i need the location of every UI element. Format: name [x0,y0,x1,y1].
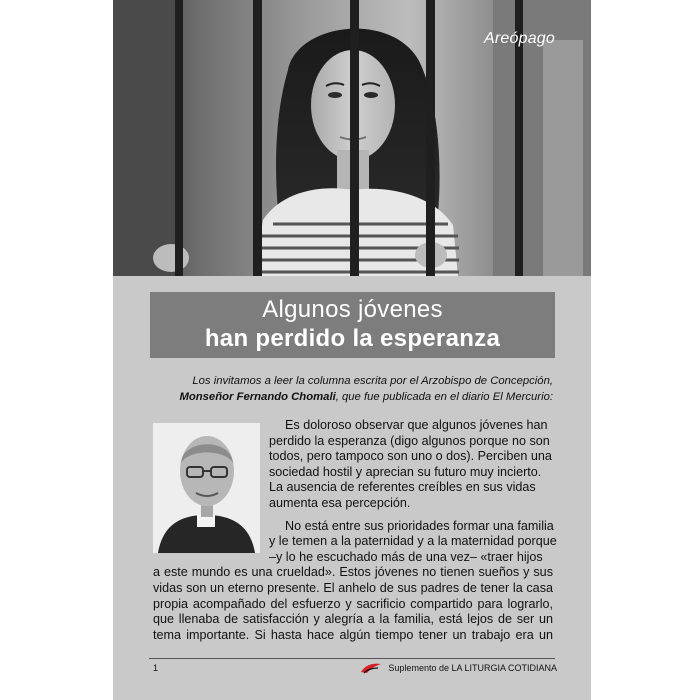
intro-line1: Los invitamos a leer la columna escrita por el Arzobispo de Concepción, [192,375,553,387]
body-line: Es doloroso observar que algunos jóvenes han [285,418,548,432]
body-line: propia acompañado del esfuerzo y sacrificio compartido para lograrlo, [153,596,553,611]
intro-author: Monseñor Fernando Chomali [179,391,336,403]
body-line: La ausencia de referentes creíbles en sus vidas [269,480,536,495]
paragraph-gap [153,512,553,519]
body-line: sociedad hostil y aprecian su futuro muy incierto. [269,464,542,479]
body-line: No está entre sus prioridades formar una familia [285,518,554,533]
footer-divider [149,658,555,659]
article-intro [153,373,553,405]
publication-name: Suplemento de LA LITURGIA COTIDIANA [388,663,557,673]
body-line: tema importante. Si hasta hace algún tiempo tener un trabajo era un [153,627,553,642]
page-number: 1 [153,663,159,673]
body-line: vidas son un eterno presente. El anhelo de sus padres de tener la casa [153,580,553,595]
body-line: aumenta esa percepción. [269,495,411,510]
body-line: todos, pero tampoco son uno o dos). Perciben una [269,449,552,464]
body-line: que llenaba de satisfacción y alegría a la familia, está lejos de ser un [153,612,553,627]
intro-line2 [153,389,553,405]
publisher-logo-icon [360,662,382,674]
magazine-page [113,0,591,700]
article-title-line1: Algunos jóvenes [262,296,443,323]
body-line: a este mundo es una crueldad». Estos jóvenes no tienen sueños y sus [153,565,553,580]
body-line: perdido la esperanza (digo algunos porque no son [269,433,550,448]
body-line: y le temen a la paternidad y a la maternidad porque [269,534,557,549]
hero-photo-young-woman-behind-bars [113,0,591,276]
article-title-box [150,292,555,358]
footer-publication [360,662,557,674]
body-line: –y lo he escuchado más de una vez– «traer hijos [269,549,543,564]
intro-line2-rest: , que fue publicada en el diario El Mercurio: [335,391,553,403]
section-label: Areópago [484,30,555,47]
article-title-line2: han perdido la esperanza [204,325,501,352]
article-body [153,418,557,643]
